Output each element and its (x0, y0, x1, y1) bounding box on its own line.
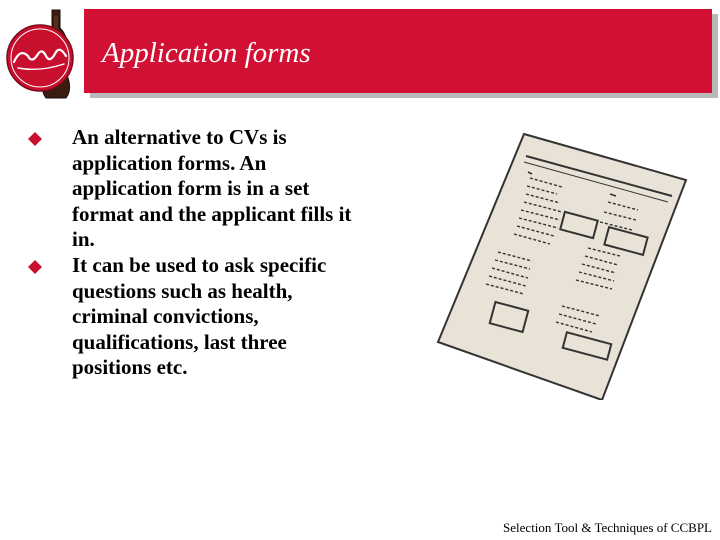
bullet-text: An alternative to CVs is application forms. An application form is in a set format and the applicant fills it in. (72, 125, 352, 252)
diamond-bullet-icon (28, 132, 42, 146)
bullet-list (28, 125, 368, 381)
bullet-item (28, 253, 368, 381)
slide-footer: Selection Tool & Techniques of CCBPL (503, 520, 712, 535)
bullet-item (28, 125, 368, 253)
application-form-icon (432, 128, 688, 400)
bullet-text: It can be used to ask specific questions such as health, criminal convictions, qualifications, last three positions etc. (72, 252, 327, 380)
slide-title: Application forms (102, 37, 311, 69)
coca-cola-logo (0, 6, 92, 102)
diamond-bullet-icon (28, 260, 42, 274)
title-bar (84, 9, 712, 93)
